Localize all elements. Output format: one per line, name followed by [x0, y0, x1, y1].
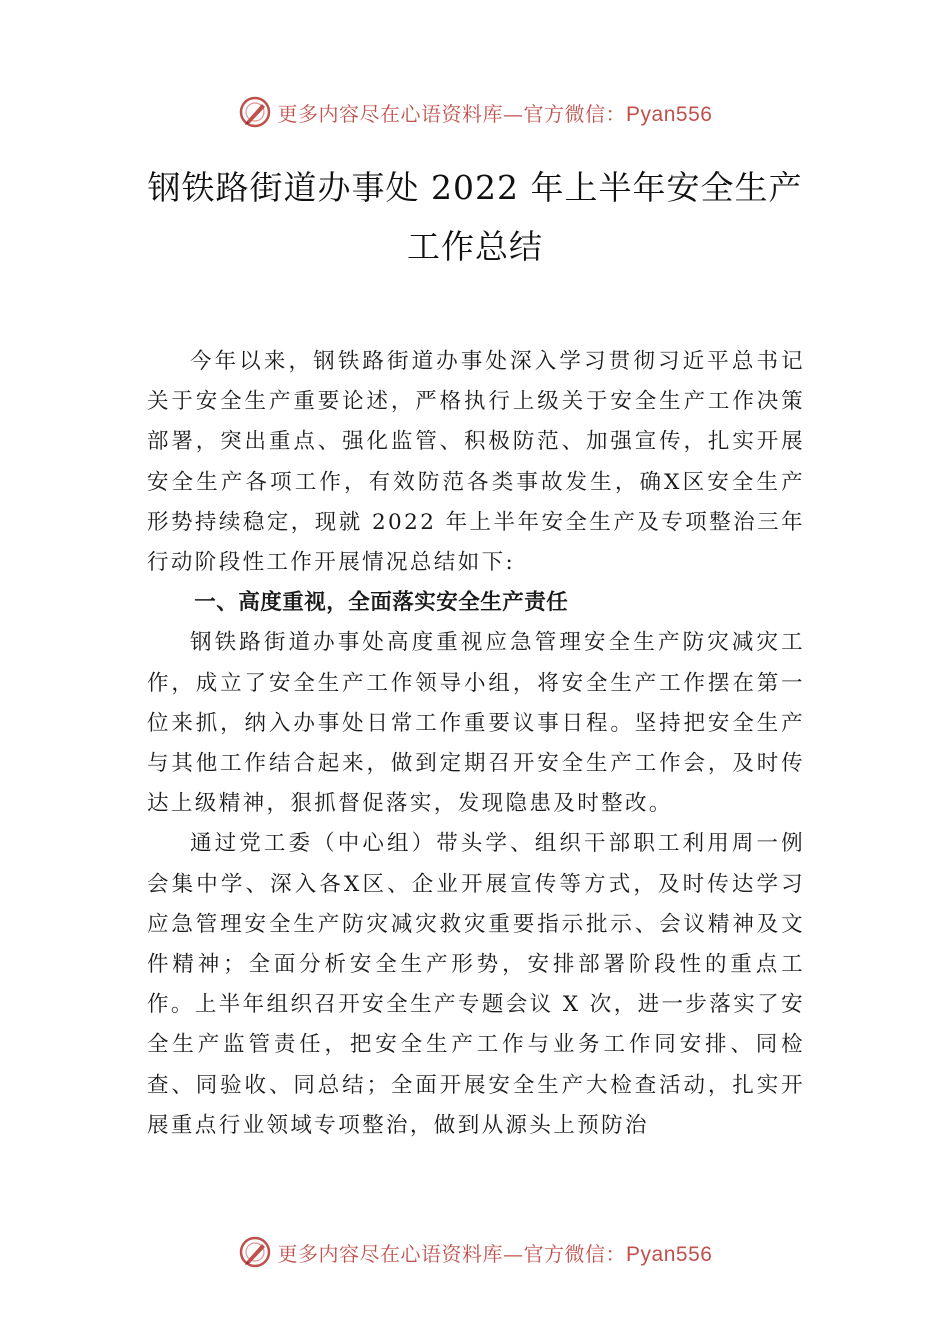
section-heading-1: 一、高度重视，全面落实安全生产责任	[194, 590, 569, 616]
watermark-text: 更多内容尽在心语资料库—官方微信：Pyan556	[277, 1241, 713, 1266]
section-1-paragraph-2: 通过党工委（中心组）带头学、组织干部职工利用周一例会集中学、深入各X区、企业开展宣传等方式，及时传达学习应急管理安全生产防灾减灾救灾重要指示批示、会议精神及文件精神；全面分析安全生产形势，安排部署阶段性的重点工作。上半年组织召开安全生产专题会议 X 次，进一步落实了安全生产监管责任，把安全生产工作与业务工作同安排、同检查、同验收、同总结；全面开展安全生产大检查活动，扎实开展重点行业领域专项整治，做到从源头上预防治	[147, 831, 805, 1138]
wechat-id: Pyan556	[626, 1242, 713, 1266]
wechat-id: Pyan556	[626, 102, 713, 126]
section-1-paragraph-1: 钢铁路街道办事处高度重视应急管理安全生产防灾减灾工作，成立了安全生产工作领导小组，将安全生产工作摆在第一位来抓，纳入办事处日常工作重要议事日程。坚持把安全生产与其他工作结合起来，做到定期召开安全生产工作会，及时传达上级精神，狠抓督促落实，发现隐患及时整改。	[147, 630, 805, 817]
watermark-banner-bottom	[0, 1232, 950, 1272]
red-pen-circle-logo-icon	[238, 95, 272, 129]
title-line-1: 钢铁路街道办事处 2022 年上半年安全生产	[147, 168, 803, 207]
intro-paragraph: 今年以来，钢铁路街道办事处深入学习贯彻习近平总书记关于安全生产重要论述，严格执行上级关于安全生产工作决策部署，突出重点、强化监管、积极防范、加强宣传，扎实开展安全生产各项工作，有效防范各类事故发生，确X区安全生产形势持续稳定，现就 2022 年上半年安全生产及专项整治三年行动阶段性工作开展情况总结如下:	[147, 349, 805, 576]
document-body	[147, 342, 805, 1146]
title-line-2: 工作总结	[407, 227, 543, 266]
watermark-text: 更多内容尽在心语资料库—官方微信：Pyan556	[277, 101, 713, 126]
red-pen-circle-logo-icon	[238, 1235, 272, 1269]
watermark-banner-top	[0, 92, 950, 132]
document-title	[0, 158, 950, 276]
